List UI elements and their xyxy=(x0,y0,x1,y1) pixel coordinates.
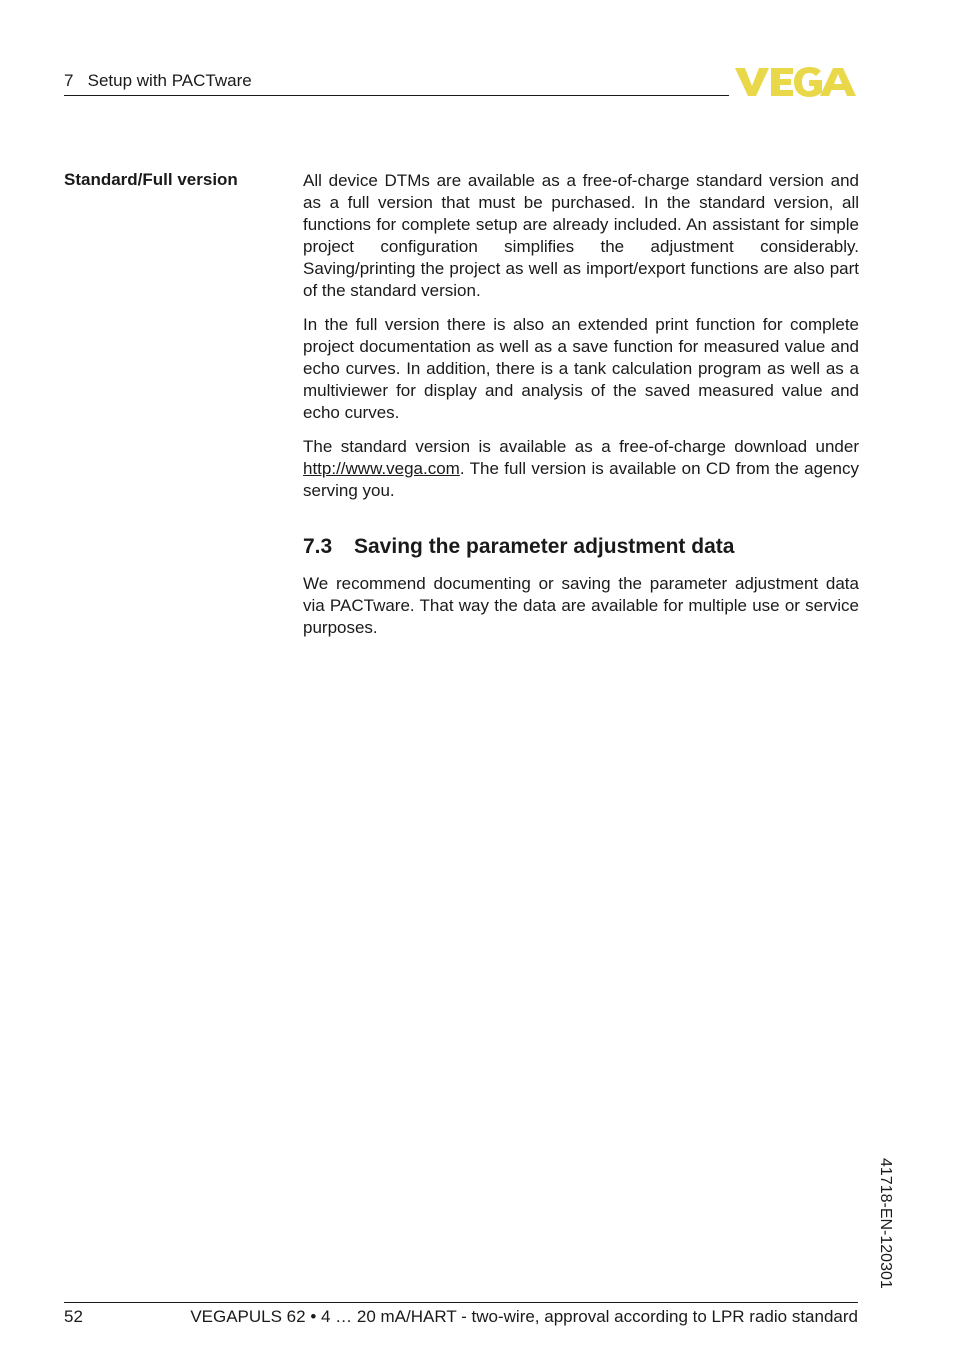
footer-document-title: VEGAPULS 62 • 4 … 20 mA/HART - two-wire, approval according to LPR radio standard xyxy=(190,1307,858,1326)
section-number: 7.3 xyxy=(303,535,333,558)
chapter-header: 7 Setup with PACTware xyxy=(64,71,252,90)
paragraph-standard-version: All device DTMs are available as a free-of-charge standard version and as a full version that must be purchased. In the standard version, all functions for complete setup are already included. An assistant for simple project configuration simplifies the adjustment considerably. Saving/printing the project as well as import/export functions are also part of the standard version. xyxy=(303,171,859,300)
vega-logo xyxy=(733,62,858,100)
paragraph-download xyxy=(303,436,859,502)
footer-divider xyxy=(64,1302,858,1303)
download-text-after: . The full version is available on CD from the agency serving you. xyxy=(303,459,859,500)
logo-graphic xyxy=(733,62,858,100)
paragraph-recommendation: We recommend documenting or saving the parameter adjustment data via PACTware. That way the data are available for multiple use or service purposes. xyxy=(303,574,859,637)
paragraph-full-version: In the full version there is also an extended print function for complete project documentation as well as a save function for measured value and echo curves. In addition, there is a tank calculation program as well as a multiviewer for display and analysis of the saved measured value and echo curves. xyxy=(303,315,859,422)
download-text-before: The standard version is available as a free-of-charge download under xyxy=(303,437,859,456)
header-divider xyxy=(64,95,729,96)
section-heading xyxy=(303,533,859,561)
vega-website-link[interactable]: http://www.vega.com xyxy=(303,459,460,478)
document-code: 41718-EN-120301 xyxy=(877,1158,894,1289)
page-number: 52 xyxy=(64,1307,83,1326)
main-content xyxy=(303,170,859,651)
section-title: Saving the parameter adjustment data xyxy=(354,535,735,558)
sidebar-label: Standard/Full version xyxy=(64,170,238,189)
